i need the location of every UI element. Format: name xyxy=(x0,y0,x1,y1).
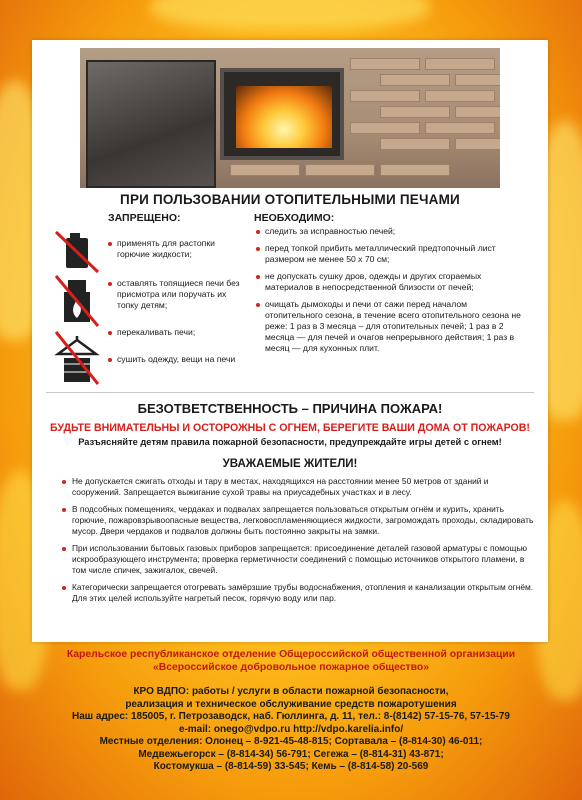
fire-image xyxy=(236,86,332,148)
fireplace-icon xyxy=(52,274,102,314)
open-stove-door xyxy=(86,60,216,188)
list-item: не допускать сушку дров, одежды и других сгораемых материалов в непосредственной близости от печей; xyxy=(256,271,522,293)
contact-line: КРО ВДПО: работы / услуги в области пожарной безопасности, xyxy=(133,686,449,697)
flame-decoration xyxy=(150,0,430,30)
contact-line: реализация и техническое обслуживание средств пожаротушения xyxy=(125,698,457,710)
residents-title: УВАЖАЕМЫЕ ЖИТЕЛИ! xyxy=(222,458,358,470)
stove-photo xyxy=(80,48,500,188)
branches-line: Местные отделения: Олонец – 8-921-45-48-815; Сортавала – (8-814-30) 46-011; xyxy=(99,736,483,747)
stove-firebox xyxy=(220,68,344,160)
list-item: При использовании бытовых газовых приборов запрещается: присоединение деталей газовой арматуры с помощью искрообразующего инструмента; проверка герметичности соединений с помощью источников открытого пламени, в том числе спичек, зажигалок, свечей. xyxy=(62,543,536,576)
org-line: Карельское республиканское отделение Общероссийской общественной организации xyxy=(66,649,516,660)
warning-children: Разъясняйте детям правила пожарной безопасности, предупреждайте игры детей с огнем! xyxy=(78,437,502,447)
rules-list xyxy=(62,476,536,610)
main-heading: ПРИ ПОЛЬЗОВАНИИ ОТОПИТЕЛЬНЫМИ ПЕЧАМИ xyxy=(120,192,460,207)
list-item: Категорически запрещается отогревать замёрзшие трубы водоснабжения, отопления и канализации открытым огнём. Для этих целей используйте нагретый песок, горячую воду или пар. xyxy=(62,582,536,604)
required-list xyxy=(256,226,522,360)
clothes-hanger-icon xyxy=(52,330,102,370)
list-item: перед топкой прибить металлический предтопочный лист размером не менее 50 х 70 см; xyxy=(256,243,522,265)
responsibility-title: БЕЗОТВЕТСТВЕННОСТЬ – ПРИЧИНА ПОЖАРА! xyxy=(137,401,443,416)
fuel-canister-icon xyxy=(52,230,102,270)
address-line: Наш адрес: 185005, г. Петрозаводск, наб. Гюллинга, д. 11, тел.: 8-(8142) 57-15-76, 57-15-79 xyxy=(71,711,510,722)
info-panel xyxy=(32,40,548,642)
org-line: «Всероссийское добровольное пожарное общество» xyxy=(152,662,430,673)
divider xyxy=(46,392,534,393)
list-item: перекаливать печи; xyxy=(108,327,244,338)
list-item: очищать дымоходы и печи от сажи перед началом отопительного сезона, в течение всего отопительного сезона не реже: 1 раз в 3 месяца – для отопительных печей; 1 раз в 2 месяца — для печей и очагов непрерывного действия; 1 раз в месяц — для кухонных плит. xyxy=(256,299,522,354)
warning-red: БУДЬТЕ ВНИМАТЕЛЬНЫ И ОСТОРОЖНЫ С ОГНЕМ, БЕРЕГИТЕ ВАШИ ДОМА ОТ ПОЖАРОВ! xyxy=(50,422,530,434)
list-item: Не допускается сжигать отходы и тару в местах, находящихся на расстоянии менее 50 метров от зданий и сооружений. Запрещается выжигание сухой травы на приусадебных участках и в лесу. xyxy=(62,476,536,498)
email-line: e-mail: onego@vdpo.ru http://vdpo.karelia.info/ xyxy=(178,723,404,735)
forbidden-title: ЗАПРЕЩЕНО: xyxy=(108,212,181,224)
org-block xyxy=(0,648,582,674)
required-title: НЕОБХОДИМО: xyxy=(254,212,335,224)
branches-line: Медвежьегорск – (8-814-34) 56-791; Сегежа – (8-814-31) 43-871; xyxy=(138,748,444,760)
list-item: оставлять топящиеся печи без присмотра или поручать их топку детям; xyxy=(108,278,244,311)
list-item: сушить одежду, вещи на печи xyxy=(108,354,244,365)
list-item: применять для растопки горючие жидкости; xyxy=(108,238,244,260)
contacts-block xyxy=(0,686,582,774)
list-item: В подсобных помещениях, чердаках и подвалах запрещается пользоваться открытым огнём и курить, хранить горючие, пожаровзрывоопасные вещества, легковоспламеняющиеся жидкости, загромождать проходы, складировать мусор. Двери чердаков и подвалов должны быть постоянно закрыты на замки. xyxy=(62,504,536,537)
forbidden-list xyxy=(108,238,244,371)
list-item: следить за исправностью печей; xyxy=(256,226,522,237)
branches-line: Костомукша – (8-814-59) 33-545; Кемь – (8-814-58) 20-569 xyxy=(153,761,429,772)
